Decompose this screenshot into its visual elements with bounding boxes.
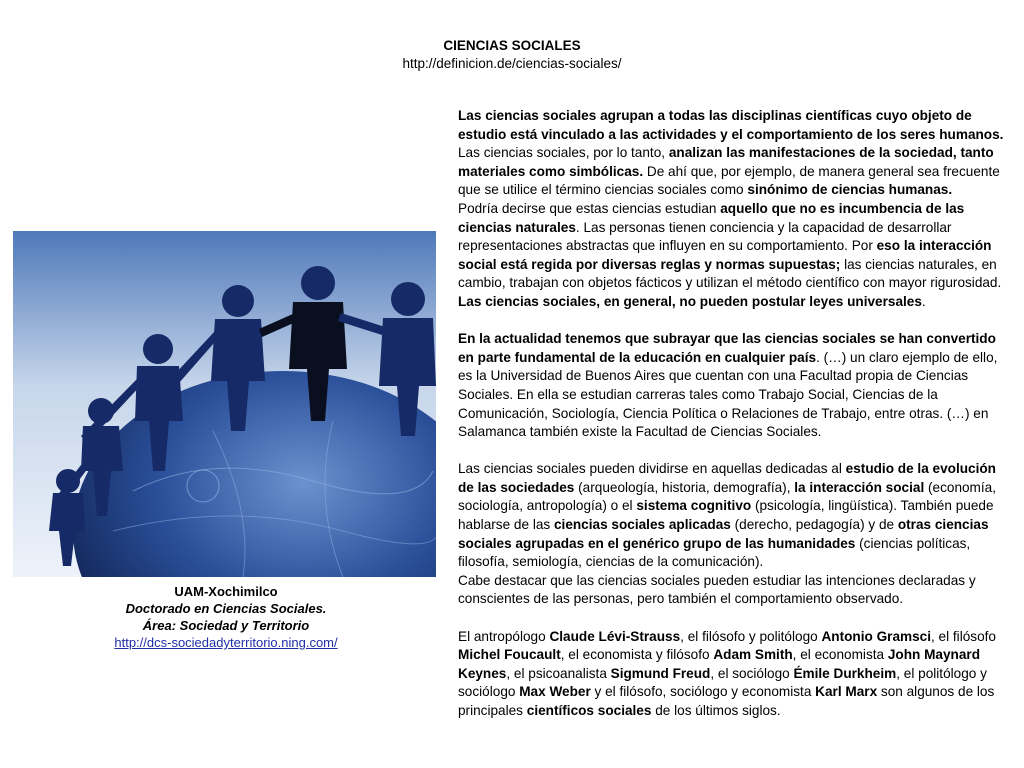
page-title: CIENCIAS SOCIALES [443,38,581,53]
text: , el politólogo y sociólogo [458,665,987,700]
bold-text: estudio de la evolución de las sociedades [458,461,996,495]
paragraph [458,107,1014,200]
caption-program: Doctorado en Ciencias Sociales. [125,601,327,616]
text: . (…) un claro ejemplo de ello, es la Universidad de Buenos Aires que cuentan con una Facultad propia de Ciencias Sociales. En ella se estudian carreras tales como Trabajo Social, Ciencias de la Comunicación, Sociología, Ciencia Política o Relaciones de Trabajo, entre otras. (…) en Salamanca también existe la Facultad de Ciencias Sociales. [458,349,998,440]
paragraph [458,460,1014,572]
bold-text: Michel Foucault [458,647,561,663]
text: , el filósofo [931,628,996,644]
bold-text: analizan las manifestaciones de la sociedad, tanto materiales como simbólicas. [458,145,994,179]
bold-text: Antonio Gramsci [821,628,931,644]
bold-text: Max Weber [519,684,591,700]
bold-text: En la actualidad tenemos que subrayar que las ciencias sociales se han convertido en parte fundamental de la educación en cualquier país [458,331,996,365]
bold-text: la interacción social [794,479,925,495]
page-header [0,37,1024,73]
bold-text: sistema cognitivo [636,498,752,514]
caption-institution: UAM-Xochimilco [174,584,278,599]
text: , el economista [792,647,888,663]
bold-text: otras ciencias sociales agrupadas en el genérico grupo de las humanidades [458,517,989,551]
bold-text: aquello que no es incumbencia de las ciencias naturales [458,200,965,235]
bold-text: John Maynard Keynes [458,647,981,681]
text: son algunos de los principales [458,684,995,718]
bold-text: sinónimo de ciencias humanas. [747,182,953,198]
article-body [458,107,1014,721]
bold-text: Karl Marx [815,684,878,700]
source-url: http://definicion.de/ciencias-sociales/ [402,56,622,71]
paragraph [458,628,1014,721]
bold-text: Las ciencias sociales agrupan a todas las disciplinas científicas cuyo objeto de estudio está vinculado a las actividades y el comportamiento de los seres humanos. [458,108,1004,142]
bold-text: Claude Lévi-Strauss [549,628,681,644]
image-caption [0,583,452,651]
text: las ciencias naturales, en cambio, trabajan con objetos fácticos y utilizan el método científico con mayor rigurosidad. [458,256,1002,291]
bold-text: científicos sociales [526,703,652,718]
text: Podría decirse que estas ciencias estudian [458,200,721,216]
text: y el filósofo, sociólogo y economista [590,684,816,700]
paragraph [458,572,1014,609]
text: , el filósofo y politólogo [680,628,822,644]
text: De ahí que, por ejemplo, de manera general sea frecuente que se utilice el término ciencias sociales como [458,163,1000,198]
text: Cabe destacar que las ciencias sociales pueden estudiar las intenciones declaradas y conscientes de las personas, pero también el comportamiento observado. [458,572,976,607]
text: El antropólogo [458,628,550,644]
text: . [921,293,926,309]
people-around-globe-image [13,231,436,577]
bold-text: Adam Smith [713,647,793,663]
caption-link[interactable]: http://dcs-sociedadyterritorio.ning.com/ [114,635,338,650]
bold-text: ciencias sociales aplicadas [553,517,731,533]
paragraph [458,200,1014,312]
text: Las ciencias sociales, por lo tanto, [458,145,669,161]
text: (economía, sociología, antropología) o el [458,479,996,514]
text: (ciencias políticas, filosofía, semiología, ciencias de la comunicación). [458,535,971,570]
text: , el economista y filósofo [560,647,714,663]
text: (derecho, pedagogía) y de [730,517,898,533]
text: (arqueología, historia, demografía), [574,479,795,495]
paragraph [458,330,1014,442]
text: . Las personas tienen conciencia y la capacidad de desarrollar representaciones abstractas que influyen en su comportamiento. Por [458,219,952,254]
bold-text: Las ciencias sociales, en general, no pueden postular leyes universales [458,293,922,309]
caption-area: Área: Sociedad y Territorio [142,618,310,633]
text: Las ciencias sociales pueden dividirse en aquellas dedicadas al [458,461,846,477]
bold-text: Émile Durkheim [793,665,897,681]
text: , el sociólogo [710,665,794,681]
bold-text: eso la interacción social está regida por diversas reglas y normas supuestas; [458,238,992,272]
text: , el psicoanalista [506,665,611,681]
text: de los últimos siglos. [651,703,781,718]
text: (psicología, lingüística). También puede hablarse de las [458,498,994,533]
bold-text: Sigmund Freud [610,665,711,681]
